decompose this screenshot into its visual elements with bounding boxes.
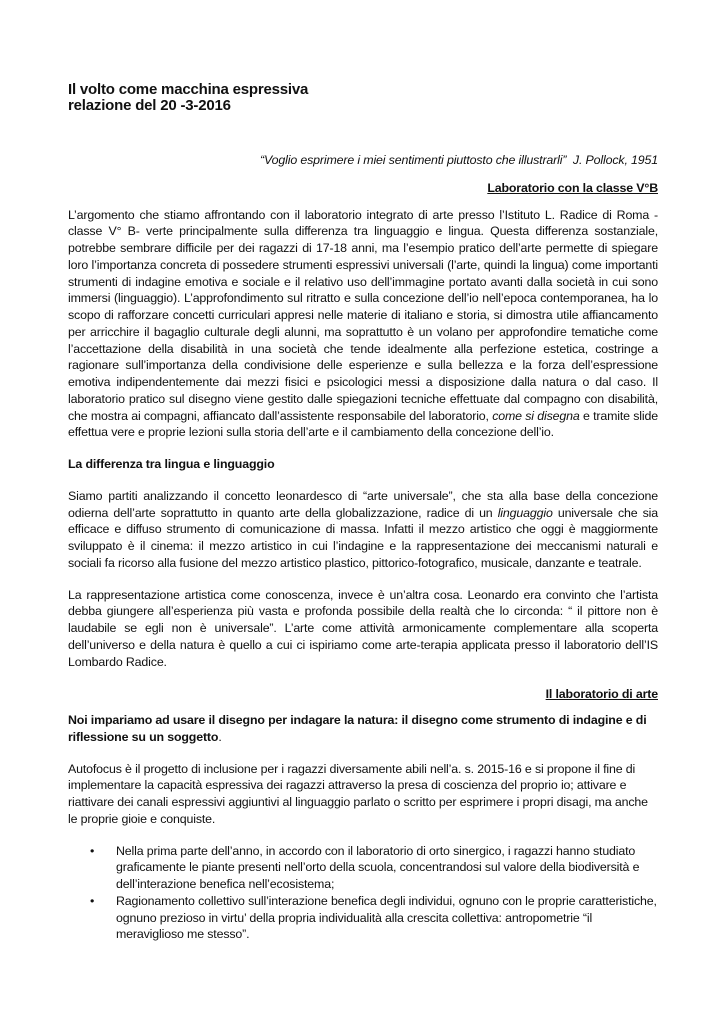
paragraph-autofocus: Autofocus è il progetto di inclusione per i ragazzi diversamente abili nell’a. s. 2015-16 e si propone il fine di implementare la capacità espressiva dei ragazzi attraverso la presa di coscienza del proprio io; attivare e riattivare dei canali espressivi aggiuntivi al linguaggio parlato o scritto per esprimere i propri disagi, ma anche le proprie gioie e conquiste. xyxy=(68,761,648,826)
paragraph-rappresentazione: La rappresentazione artistica come conoscenza, invece è un’altra cosa. Leonardo era convinto che l’artista debba giungere all’esperienza più vasta e profonda possibile della realtà che lo circonda: “ il pittore non è laudabile se egli non è universale”. L’arte come attività armonicamente complementare alla scoperta dell’universo e della natura è quello a cui ci ispiriamo come arte-terapia applicata presso il laboratorio dell’IS Lombardo Radice. xyxy=(68,587,658,669)
document-title xyxy=(68,82,658,114)
emphasis-text: come si disegna xyxy=(492,408,580,423)
section-heading-laboratorio-arte: Il laboratorio di arte xyxy=(545,687,658,702)
quote-text: “Voglio esprimere i miei sentimenti piuttosto che illustrarli” xyxy=(260,153,567,167)
document-page xyxy=(68,82,658,943)
paragraph-text: Siamo partiti analizzando il concetto leonardesco di “arte universale”, che sta alla base della concezione odierna dell’arte soprattutto in quanto arte della globalizzazione, radice di un xyxy=(68,488,658,520)
paragraph-arte-universale xyxy=(68,488,658,572)
paragraph-text: universale che sia efficace e diffuso strumento di comunicazione di massa. Infatti il mezzo artistico che oggi è maggiormente sviluppato è il cinema: il mezzo artistico in cui l’indagine e la rappresentazione dei meccanismi naturali e sociali fa ricorso alla fusione del mezzo artistico plastico, pittorico-fotografico, musicale, danzante e teatrale. xyxy=(68,505,658,570)
quote-author: J. Pollock, 1951 xyxy=(572,153,658,167)
epigraph-quote xyxy=(68,152,658,169)
section-heading-differenza: La differenza tra lingua e linguaggio xyxy=(68,457,275,471)
bullet-list xyxy=(68,843,658,944)
title-line-2: relazione del 20 -3-2016 xyxy=(68,97,231,114)
paragraph-text: . xyxy=(218,729,222,744)
list-item: • Nella prima parte dell’anno, in accordo con il laboratorio di orto sinergico, i ragazzi hanno studiato graficamente le piante presenti nell’orto della scuola, concentrandosi sul valore della biodiversità e dell’interazione benefica nell’ecosistema; xyxy=(116,843,658,893)
emphasis-text: linguaggio xyxy=(497,505,553,520)
paragraph-intro xyxy=(68,207,658,442)
paragraph-text: L’argomento che stiamo affrontando con il laboratorio integrato di arte presso l’Istituto L. Radice di Roma - classe V° B- verte principalmente sulla differenza tra linguaggio e lingua. Questa differenza sostanziale, potrebbe sembrare difficile per dei ragazzi di 17-18 anni, ma l’esempio pratico dell’arte permette di spiegare loro l’importanza concreta di possedere strumenti espressivi universali (l’arte, quindi la lingua) come importanti strumenti di indagine emotiva e sociale e il relativo uso dell’immagine portato avanti dalla società in cui sono immersi (linguaggio). L’approfondimento sul ritratto e sulla concezione dell’io nell’epoca contemporanea, ha lo scopo di rafforzare concetti curriculari appresi nelle materie di italiano e storia, si dimostra utile affiancamento per arricchire il bagaglio culturale degli alunni, ma soprattutto è un volano per approfondire tematiche come l’accettazione della disabilità in una società che tende idealmente alla perfezione estetica, costringe a ragionare sull’importanza della condivisione delle esperienze e sulla bellezza e la forza dell’espressione emotiva indipendentemente dai mezzi fisici e psicologici messi a disposizione dalla natura o dal caso. Il laboratorio pratico sul disegno viene gestito dalle spiegazioni tecniche effettuate dal compagno con disabilità, che mostra ai compagni, affiancato dall’assistente responsabile del laboratorio, xyxy=(68,207,658,423)
list-item: • Ragionamento collettivo sull’interazione benefica degli individui, ognuno con le proprie caratteristiche, ognuno prezioso in virtu’ della propria individualità alla crescita collettiva: antropometrie “il meraviglioso me stesso”. xyxy=(116,893,658,943)
bold-text: Noi impariamo ad usare il disegno per indagare la natura: il disegno come strumento di indagine e di riflessione su un soggetto xyxy=(68,713,647,744)
section-heading-laboratorio-classe: Laboratorio con la classe V°B xyxy=(487,180,658,195)
title-line-1: Il volto come macchina espressiva xyxy=(68,81,309,98)
paragraph-disegno xyxy=(68,712,658,746)
paragraph-text: e tramite slide effettua vere e proprie lezioni sulla storia dell’arte e il cambiamento della concezione dell’io. xyxy=(68,408,658,440)
